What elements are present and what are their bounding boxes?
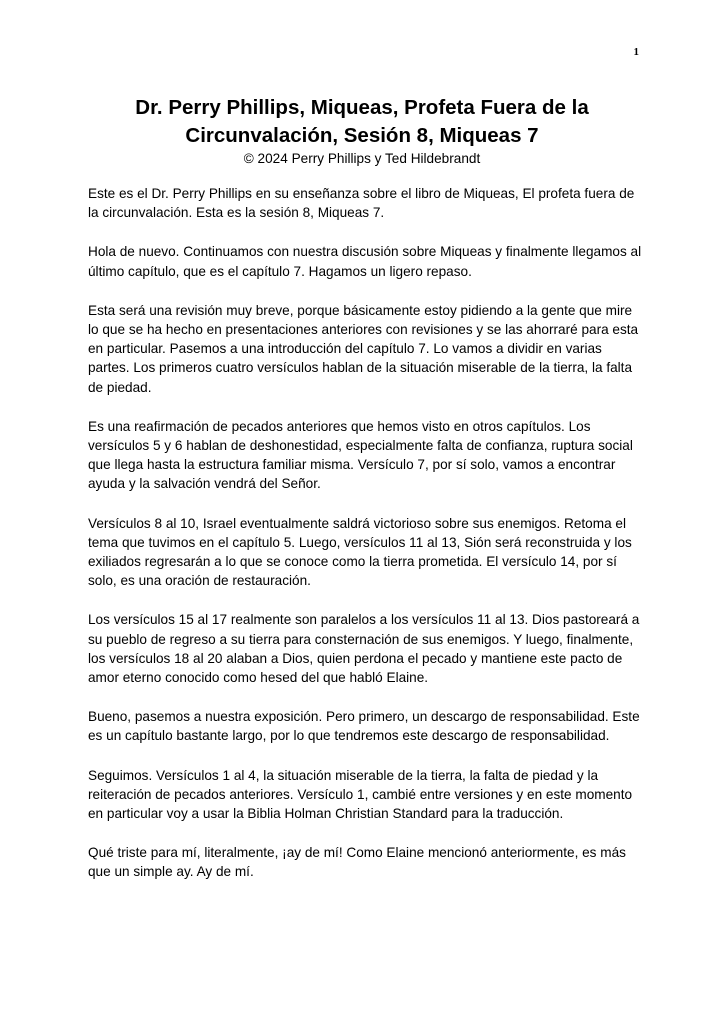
paragraph: Los versículos 15 al 17 realmente son paralelos a los versículos 11 al 13. Dios pastoreará a su pueblo de regreso a su tierra para consternación de sus enemigos. Y luego, finalmente, los versículos 18 al 20 alaban a Dios, quien perdona el pecado y mantiene este pacto de amor eterno conocido como hesed del que habló Elaine. [88,612,640,686]
paragraph: Este es el Dr. Perry Phillips en su enseñanza sobre el libro de Miqueas, El profeta fuera de la circunvalación. Esta es la sesión 8, Miqueas 7. [88,186,635,221]
paragraph: Versículos 8 al 10, Israel eventualmente saldrá victorioso sobre sus enemigos. Retoma el tema que tuvimos en el capítulo 5. Luego, versículos 11 al 13, Sión será reconstruida y los exiliados regresarán a lo que se conoce como la tierra prometida. El versículo 14, por sí solo, es una oración de restauración. [88,515,632,589]
paragraph: Seguimos. Versículos 1 al 4, la situación miserable de la tierra, la falta de piedad y la reiteración de pecados anteriores. Versículo 1, cambié entre versiones y en este momento en particular voy a usar la Biblia Holman Christian Standard para la traducción. [88,767,633,822]
paragraph: Esta será una revisión muy breve, porque básicamente estoy pidiendo a la gente que mire lo que se ha hecho en presentaciones anteriores con revisiones y se las ahorraré para esta en particular. Pasemos a una introducción del capítulo 7. Lo vamos a dividir en varias partes. Los primeros cuatro versículos hablan de la situación miserable de la tierra, la falta de piedad. [88,302,639,395]
paragraph: Qué triste para mí, literalmente, ¡ay de mí! Como Elaine mencionó anteriormente, es más que un simple ay. Ay de mí. [88,845,626,880]
page-number: 1 [633,46,639,58]
paragraph: Bueno, pasemos a nuestra exposición. Pero primero, un descargo de responsabilidad. Este es un capítulo bastante largo, por lo que tendremos este descargo de responsabilidad. [88,709,640,744]
paragraph: Hola de nuevo. Continuamos con nuestra discusión sobre Miqueas y finalmente llegamos al último capítulo, que es el capítulo 7. Hagamos un ligero repaso. [88,244,642,279]
copyright-line: © 2024 Perry Phillips y Ted Hildebrandt [243,151,481,166]
document-title: Dr. Perry Phillips, Miqueas, Profeta Fuera de la Circunvalación, Sesión 8, Miqueas 7 [135,96,589,147]
document-body [88,184,644,902]
paragraph: Es una reafirmación de pecados anteriores que hemos visto en otros capítulos. Los versículos 5 y 6 hablan de deshonestidad, especialmente falta de confianza, ruptura social que llega hasta la estructura familiar misma. Versículo 7, por sí solo, vamos a encontrar ayuda y la salvación vendrá del Señor. [88,418,633,492]
